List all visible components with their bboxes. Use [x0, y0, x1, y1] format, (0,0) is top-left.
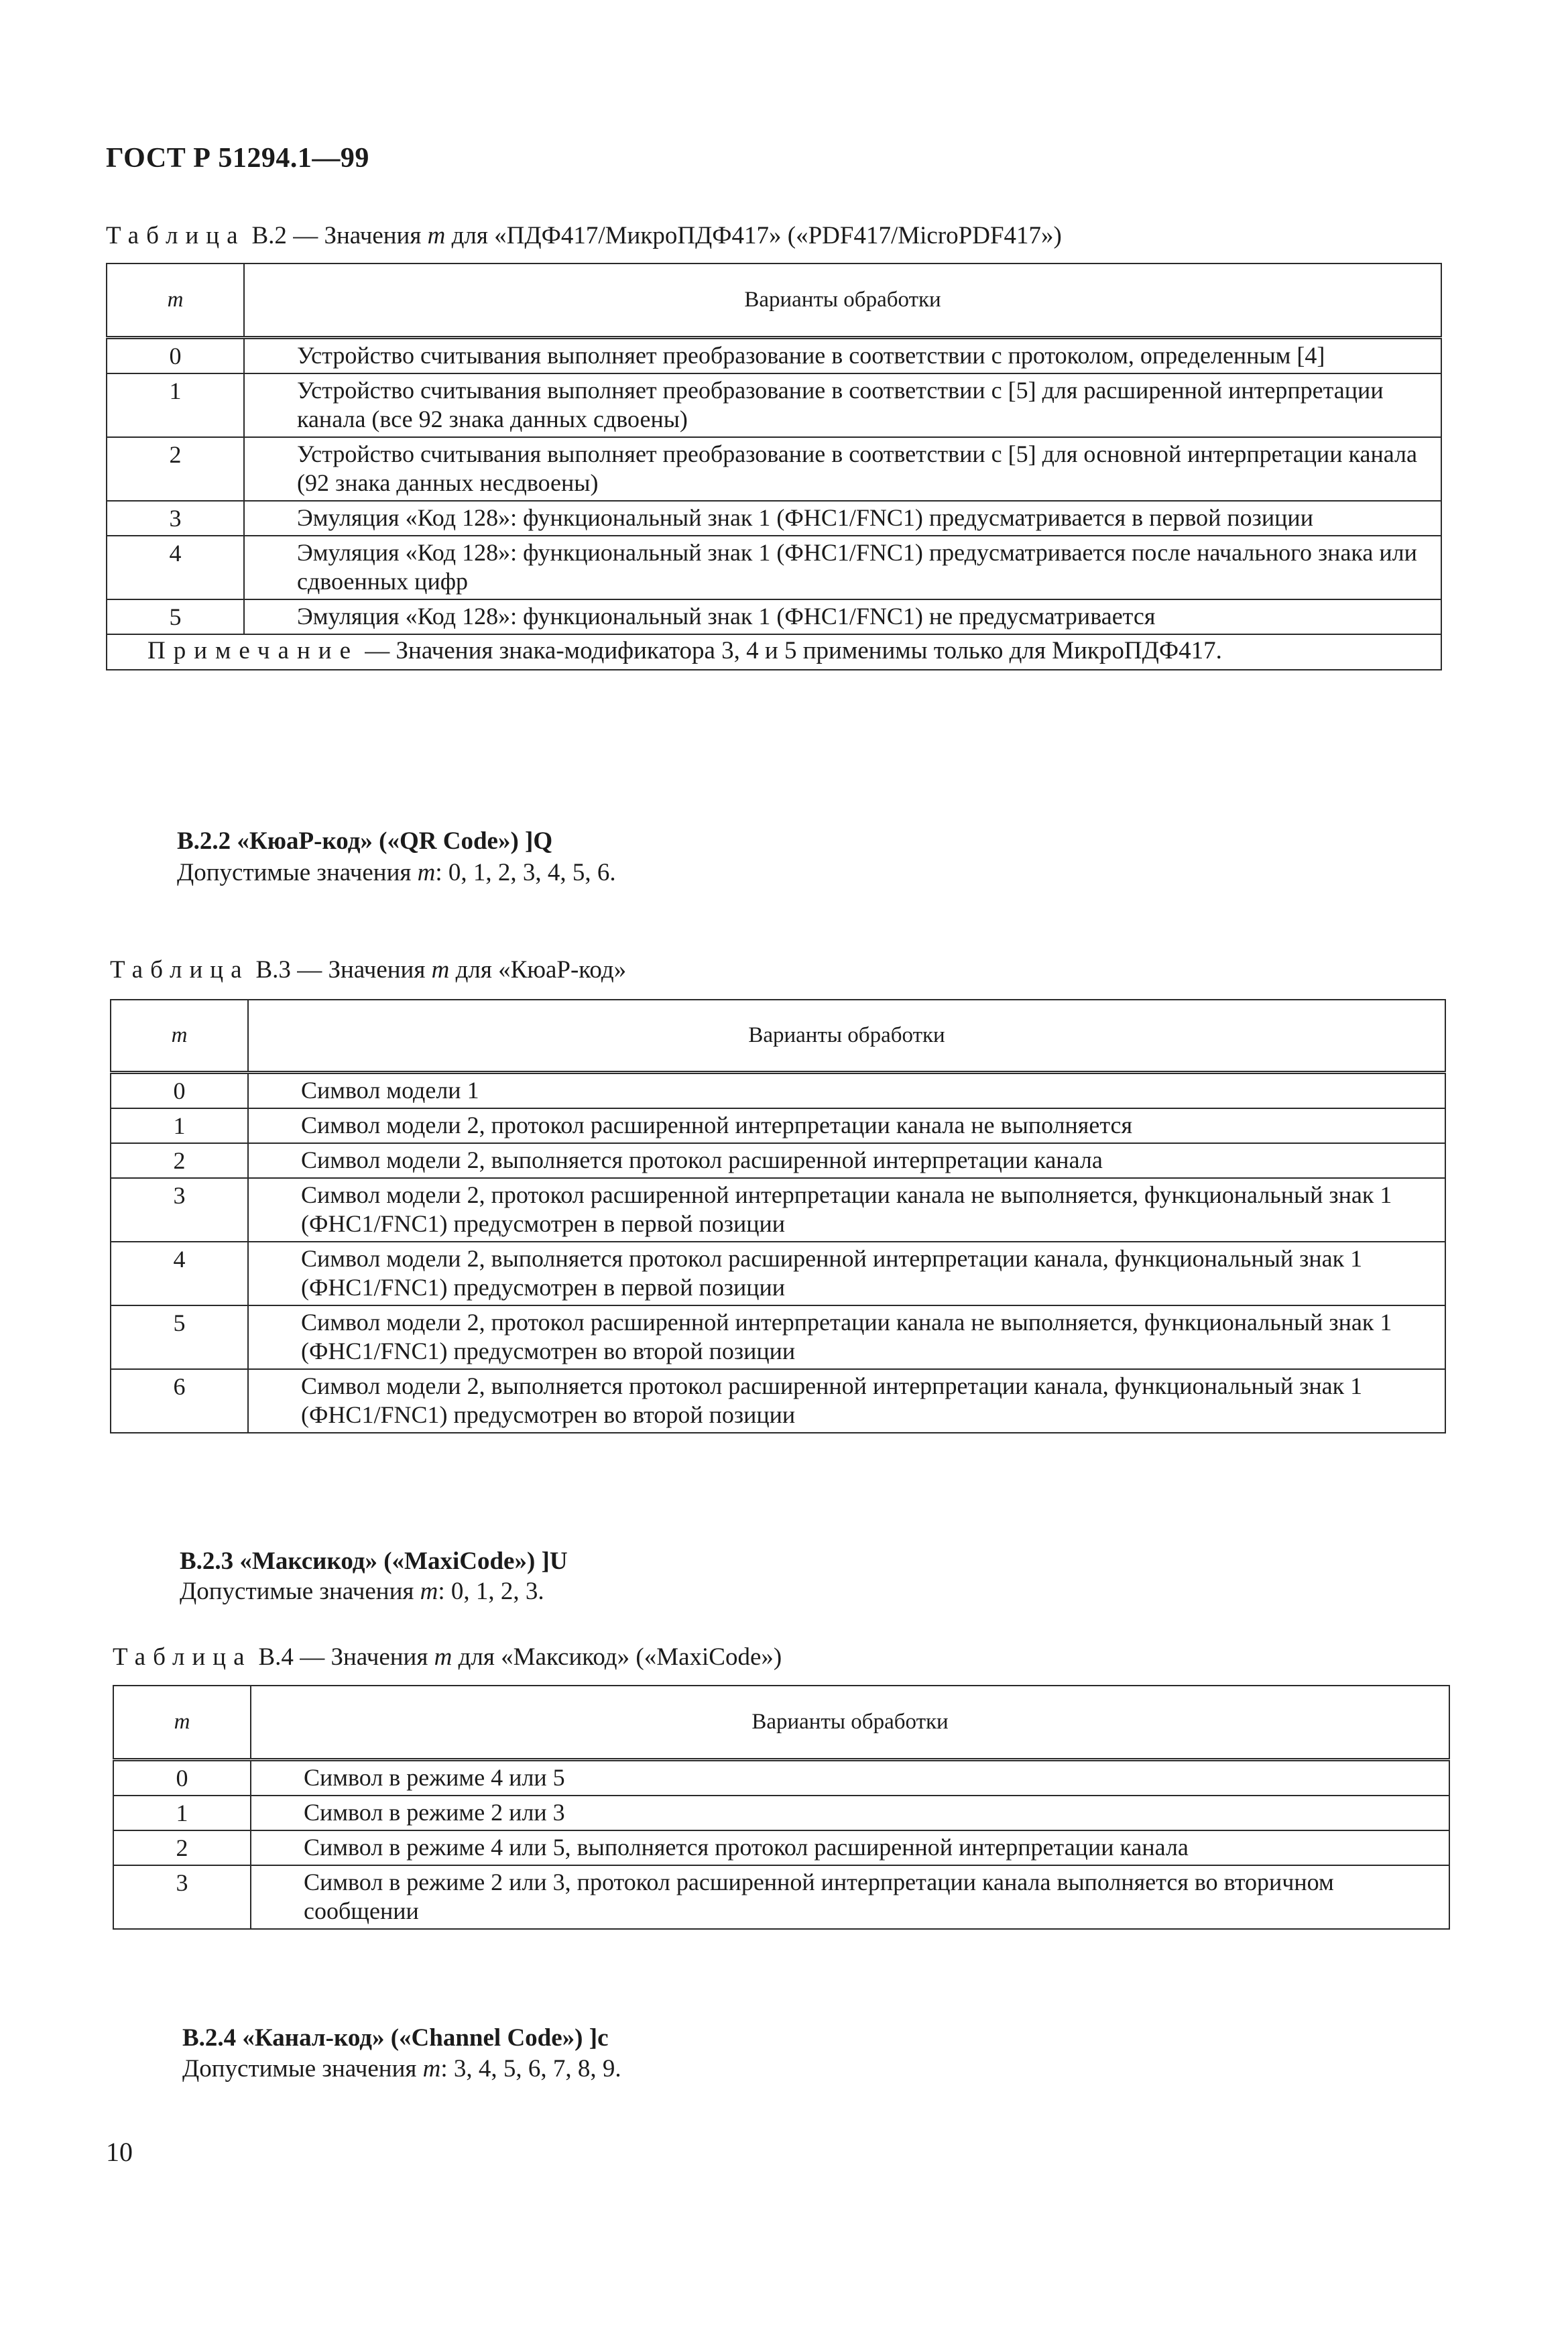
table-b4-caption: [113, 1643, 782, 1672]
caption-rest: для «КюаР-код»: [449, 956, 627, 984]
row-m-value: 3: [111, 1178, 248, 1242]
section-b24-allowed: [182, 2054, 621, 2083]
row-m-value: 0: [107, 337, 244, 373]
table-row: [107, 599, 1441, 634]
page-header: ГОСТ Р 51294.1—99: [106, 143, 369, 174]
table-b4: [113, 1685, 1450, 1930]
column-header-options: Варианты обработки: [248, 1000, 1445, 1072]
row-m-value: 1: [107, 373, 244, 437]
table-header-row: [111, 1000, 1445, 1072]
row-description: Символ модели 2, протокол расширенной интерпретации канала не выполняется, функциональный знак 1 (ФНС1/FNC1) предусмотрен в первой позиции: [248, 1178, 1445, 1242]
allowed-prefix: Допустимые значения: [177, 859, 418, 886]
row-description: Символ в режиме 2 или 3, протокол расширенной интерпретации канала выполняется во вторичном сообщении: [251, 1865, 1449, 1929]
allowed-prefix: Допустимые значения: [180, 1578, 420, 1605]
row-description: Символ модели 2, выполняется протокол расширенной интерпретации канала: [248, 1143, 1445, 1178]
table-row: [111, 1178, 1445, 1242]
caption-word: Таблица: [110, 956, 249, 984]
allowed-m: m: [417, 859, 436, 886]
table-row: [111, 1369, 1445, 1433]
row-description: Устройство считывания выполняет преобразование в соответствии с [5] для основной интерпретации канала (92 знака данных несдвоены): [244, 437, 1441, 501]
row-description: Эмуляция «Код 128»: функциональный знак 1 (ФНС1/FNC1) предусматривается в первой позиции: [244, 501, 1441, 536]
caption-dash: — Значения: [293, 1643, 434, 1671]
note-label: Примечание: [147, 636, 359, 664]
row-m-value: 5: [107, 599, 244, 634]
caption-word: Таблица: [113, 1643, 252, 1671]
table-row: [111, 1242, 1445, 1305]
page-number: 10: [106, 2137, 133, 2167]
row-description: Символ в режиме 2 или 3: [251, 1796, 1449, 1830]
row-m-value: 6: [111, 1369, 248, 1433]
row-m-value: 4: [107, 536, 244, 599]
caption-number: В.4: [258, 1643, 294, 1671]
caption-m: m: [427, 222, 446, 249]
allowed-m: m: [420, 1578, 438, 1605]
row-m-value: 3: [113, 1865, 251, 1929]
table-b3-caption: [110, 955, 626, 984]
section-b22-heading: В.2.2 «КюаР-код» («QR Code») ]Q: [177, 827, 553, 855]
allowed-m: m: [422, 2055, 441, 2083]
row-m-value: 1: [113, 1796, 251, 1830]
table-row: [107, 536, 1441, 599]
section-b24-heading: В.2.4 «Канал-код» («Channel Code») ]c: [182, 2024, 609, 2052]
note-text: — Значения знака-модификатора 3, 4 и 5 применимы только для МикроПДФ417.: [359, 636, 1222, 664]
table-header-row: [113, 1686, 1449, 1759]
column-header-m: m: [111, 1000, 248, 1072]
allowed-values: : 0, 1, 2, 3, 4, 5, 6.: [435, 859, 616, 886]
row-description: Символ модели 2, протокол расширенной интерпретации канала не выполняется: [248, 1108, 1445, 1143]
table-row: [113, 1796, 1449, 1830]
caption-dash: — Значения: [290, 956, 432, 984]
table-row: [107, 437, 1441, 501]
row-description: Символ в режиме 4 или 5: [251, 1759, 1449, 1796]
caption-number: В.3: [255, 956, 291, 984]
row-m-value: 0: [113, 1759, 251, 1796]
table-b3: [110, 999, 1446, 1433]
column-header-m: m: [107, 263, 244, 337]
column-header-m: m: [113, 1686, 251, 1759]
row-description: Символ в режиме 4 или 5, выполняется протокол расширенной интерпретации канала: [251, 1830, 1449, 1865]
row-description: Эмуляция «Код 128»: функциональный знак 1 (ФНС1/FNC1) не предусматривается: [244, 599, 1441, 634]
row-m-value: 5: [111, 1305, 248, 1369]
caption-m: m: [431, 956, 450, 984]
row-description: Символ модели 2, выполняется протокол расширенной интерпретации канала, функциональный знак 1 (ФНС1/FNC1) предусмотрен во второй позиции: [248, 1369, 1445, 1433]
table-row: [113, 1865, 1449, 1929]
row-m-value: 1: [111, 1108, 248, 1143]
column-header-options: Варианты обработки: [244, 263, 1441, 337]
row-m-value: 3: [107, 501, 244, 536]
row-description: Символ модели 2, выполняется протокол расширенной интерпретации канала, функциональный знак 1 (ФНС1/FNC1) предусмотрен в первой позиции: [248, 1242, 1445, 1305]
caption-m: m: [434, 1643, 453, 1671]
row-m-value: 0: [111, 1072, 248, 1108]
allowed-prefix: Допустимые значения: [182, 2055, 423, 2083]
column-header-options: Варианты обработки: [251, 1686, 1449, 1759]
table-note: [107, 634, 1441, 670]
caption-word: Таблица: [106, 222, 245, 249]
row-m-value: 2: [113, 1830, 251, 1865]
table-note-row: [107, 634, 1441, 670]
row-description: Эмуляция «Код 128»: функциональный знак 1 (ФНС1/FNC1) предусматривается после начального знака или сдвоенных цифр: [244, 536, 1441, 599]
table-row: [113, 1830, 1449, 1865]
row-description: Устройство считывания выполняет преобразование в соответствии с [5] для расширенной интерпретации канала (все 92 знака данных сдвоены): [244, 373, 1441, 437]
table-row: [111, 1143, 1445, 1178]
section-b23-heading: В.2.3 «Максикод» («MaxiCode») ]U: [180, 1547, 568, 1575]
caption-rest: для «ПДФ417/МикроПДФ417» («PDF417/MicroPDF417»): [445, 222, 1062, 249]
row-m-value: 4: [111, 1242, 248, 1305]
caption-number: В.2: [251, 222, 287, 249]
section-b23-allowed: [180, 1577, 544, 1606]
table-row: [107, 501, 1441, 536]
caption-rest: для «Максикод» («MaxiCode»): [452, 1643, 782, 1671]
table-b2-caption: [106, 221, 1062, 250]
table-header-row: [107, 263, 1441, 337]
row-m-value: 2: [111, 1143, 248, 1178]
row-description: Символ модели 2, протокол расширенной интерпретации канала не выполняется, функциональный знак 1 (ФНС1/FNC1) предусмотрен во второй позиции: [248, 1305, 1445, 1369]
table-row: [111, 1072, 1445, 1108]
row-description: Символ модели 1: [248, 1072, 1445, 1108]
table-row: [107, 373, 1441, 437]
table-b2: [106, 263, 1442, 670]
table-row: [107, 337, 1441, 373]
section-b22-allowed: [177, 858, 616, 887]
allowed-values: : 0, 1, 2, 3.: [438, 1578, 544, 1605]
allowed-values: : 3, 4, 5, 6, 7, 8, 9.: [440, 2055, 621, 2083]
caption-dash: — Значения: [286, 222, 428, 249]
row-m-value: 2: [107, 437, 244, 501]
table-row: [113, 1759, 1449, 1796]
table-row: [111, 1305, 1445, 1369]
row-description: Устройство считывания выполняет преобразование в соответствии с протоколом, определенным [4]: [244, 337, 1441, 373]
table-row: [111, 1108, 1445, 1143]
